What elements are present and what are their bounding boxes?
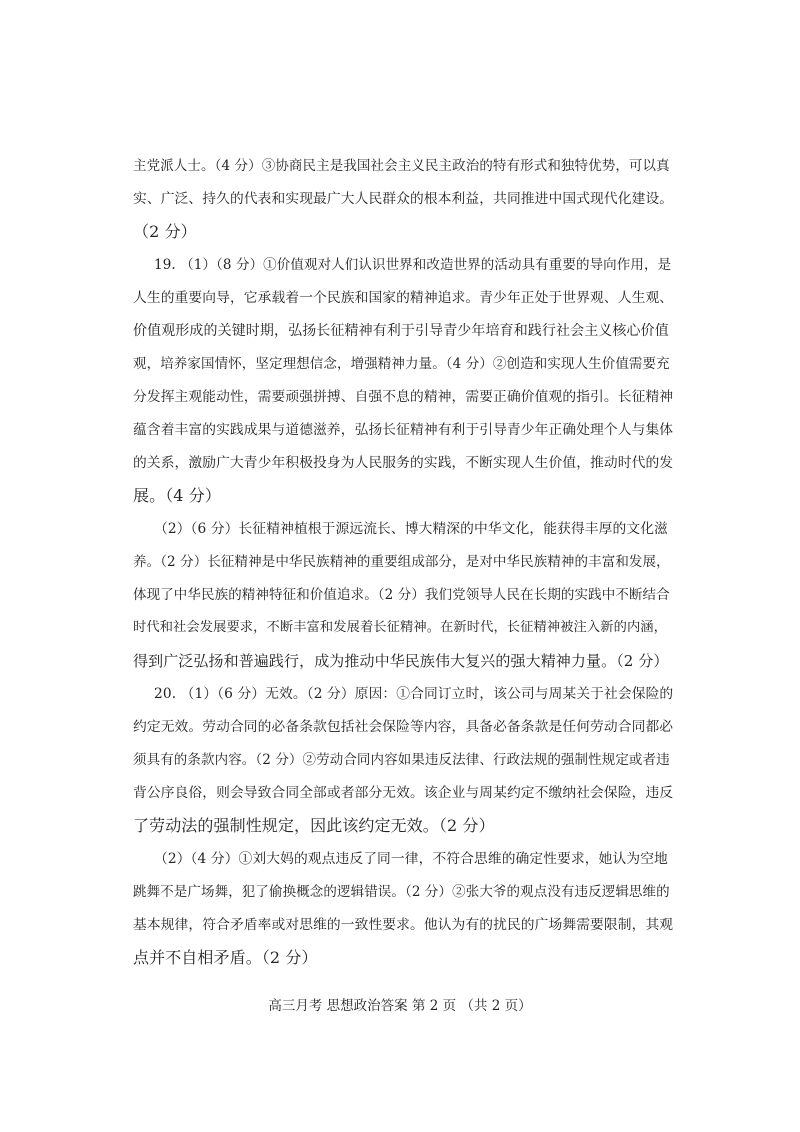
page-footer: 高三月考 思想政治答案 第 2 页 （共 2 页） [268, 998, 532, 1014]
question-20-heading: 20. （1）（6 分）无效。（2 分）原因：①合同订立时，该公司与周某关于社会保险的 [154, 686, 674, 702]
text-line: 的关系，激励广大青少年积极投身为人民服务的实践，不断实现人生价值，推动时代的发 [133, 455, 674, 471]
text-line: 价值观形成的关键时期，弘扬长征精神有利于引导青少年培育和践行社会主义核心价值 [133, 323, 669, 339]
text-line: 主党派人士。（4 分）③协商民主是我国社会主义民主政治的特有形式和独特优势，可以真 [133, 158, 670, 174]
text-line: 分发挥主观能动性，需要顽强拼搏、自强不息的精神，需要正确价值观的指引。长征精神 [133, 389, 674, 405]
text-line: 体现了中华民族的精神特征和价值追求。（2 分）我们党领导人民在长期的实践中不断结合 [133, 587, 670, 603]
text-line: 展。（4 分） [133, 486, 221, 505]
text-line: 背公序良俗，则会导致合同全部或者部分无效。该企业与周某约定不缴纳社会保险，违反 [133, 785, 674, 801]
text-line: 蕴含着丰富的实践成果与道德滋养，弘扬长征精神有利于引导青少年正确处理个人与集体 [133, 422, 674, 438]
question-20-2-heading: （2）（4 分）①刘大妈的观点违反了同一律，不符合思维的确定性要求，她认为空地 [154, 851, 668, 867]
text-line: 养。（2 分）长征精神是中华民族精神的重要组成部分，是对中华民族精神的丰富和发展， [133, 554, 670, 570]
question-19-2-heading: （2）（6 分）长征精神植根于源远流长、博大精深的中华文化，能获得丰厚的文化滋 [154, 521, 668, 537]
text-line: 跳舞不是广场舞，犯了偷换概念的逻辑错误。（2 分）②张大爷的观点没有违反逻辑思维的 [133, 884, 670, 900]
text-line: 基本规律，符合矛盾率或对思维的一致性要求。他认为有的扰民的广场舞需要限制，其观 [133, 917, 674, 933]
text-line: 约定无效。劳动合同的必备条款包括社会保险等内容，具备必备条款是任何劳动合同都必 [133, 719, 674, 735]
text-line: 人生的重要向导，它承载着一个民族和国家的精神追求。青少年正处于世界观、人生观、 [133, 290, 674, 306]
text-line: 得到广泛弘扬和普遍践行，成为推动中华民族伟大复兴的强大精神力量。（2 分） [133, 652, 669, 670]
text-line: 须具有的条款内容。（2 分）②劳动合同内容如果违反法律、行政法规的强制性规定或者违 [133, 752, 670, 768]
text-line: 了劳动法的强制性规定，因此该约定无效。（2 分） [133, 816, 495, 835]
text-line: （2 分） [133, 222, 197, 241]
text-line: 时代和社会发展要求，不断丰富和发展着长征精神。在新时代，长征精神被注入新的内涵， [133, 620, 668, 635]
text-line: 观，培养家国情怀，坚定理想信念，增强精神力量。（4 分）②创造和实现人生价值需要充 [133, 356, 670, 372]
text-line: 点并不自相矛盾。（2 分） [133, 948, 318, 967]
question-19-heading: 19. （1）（8 分）①价值观对人们认识世界和改造世界的活动具有重要的导向作用，是 [154, 257, 672, 273]
text-line: 实、广泛、持久的代表和实现最广大人民群众的根本利益，共同推进中国式现代化建设。 [133, 191, 674, 207]
